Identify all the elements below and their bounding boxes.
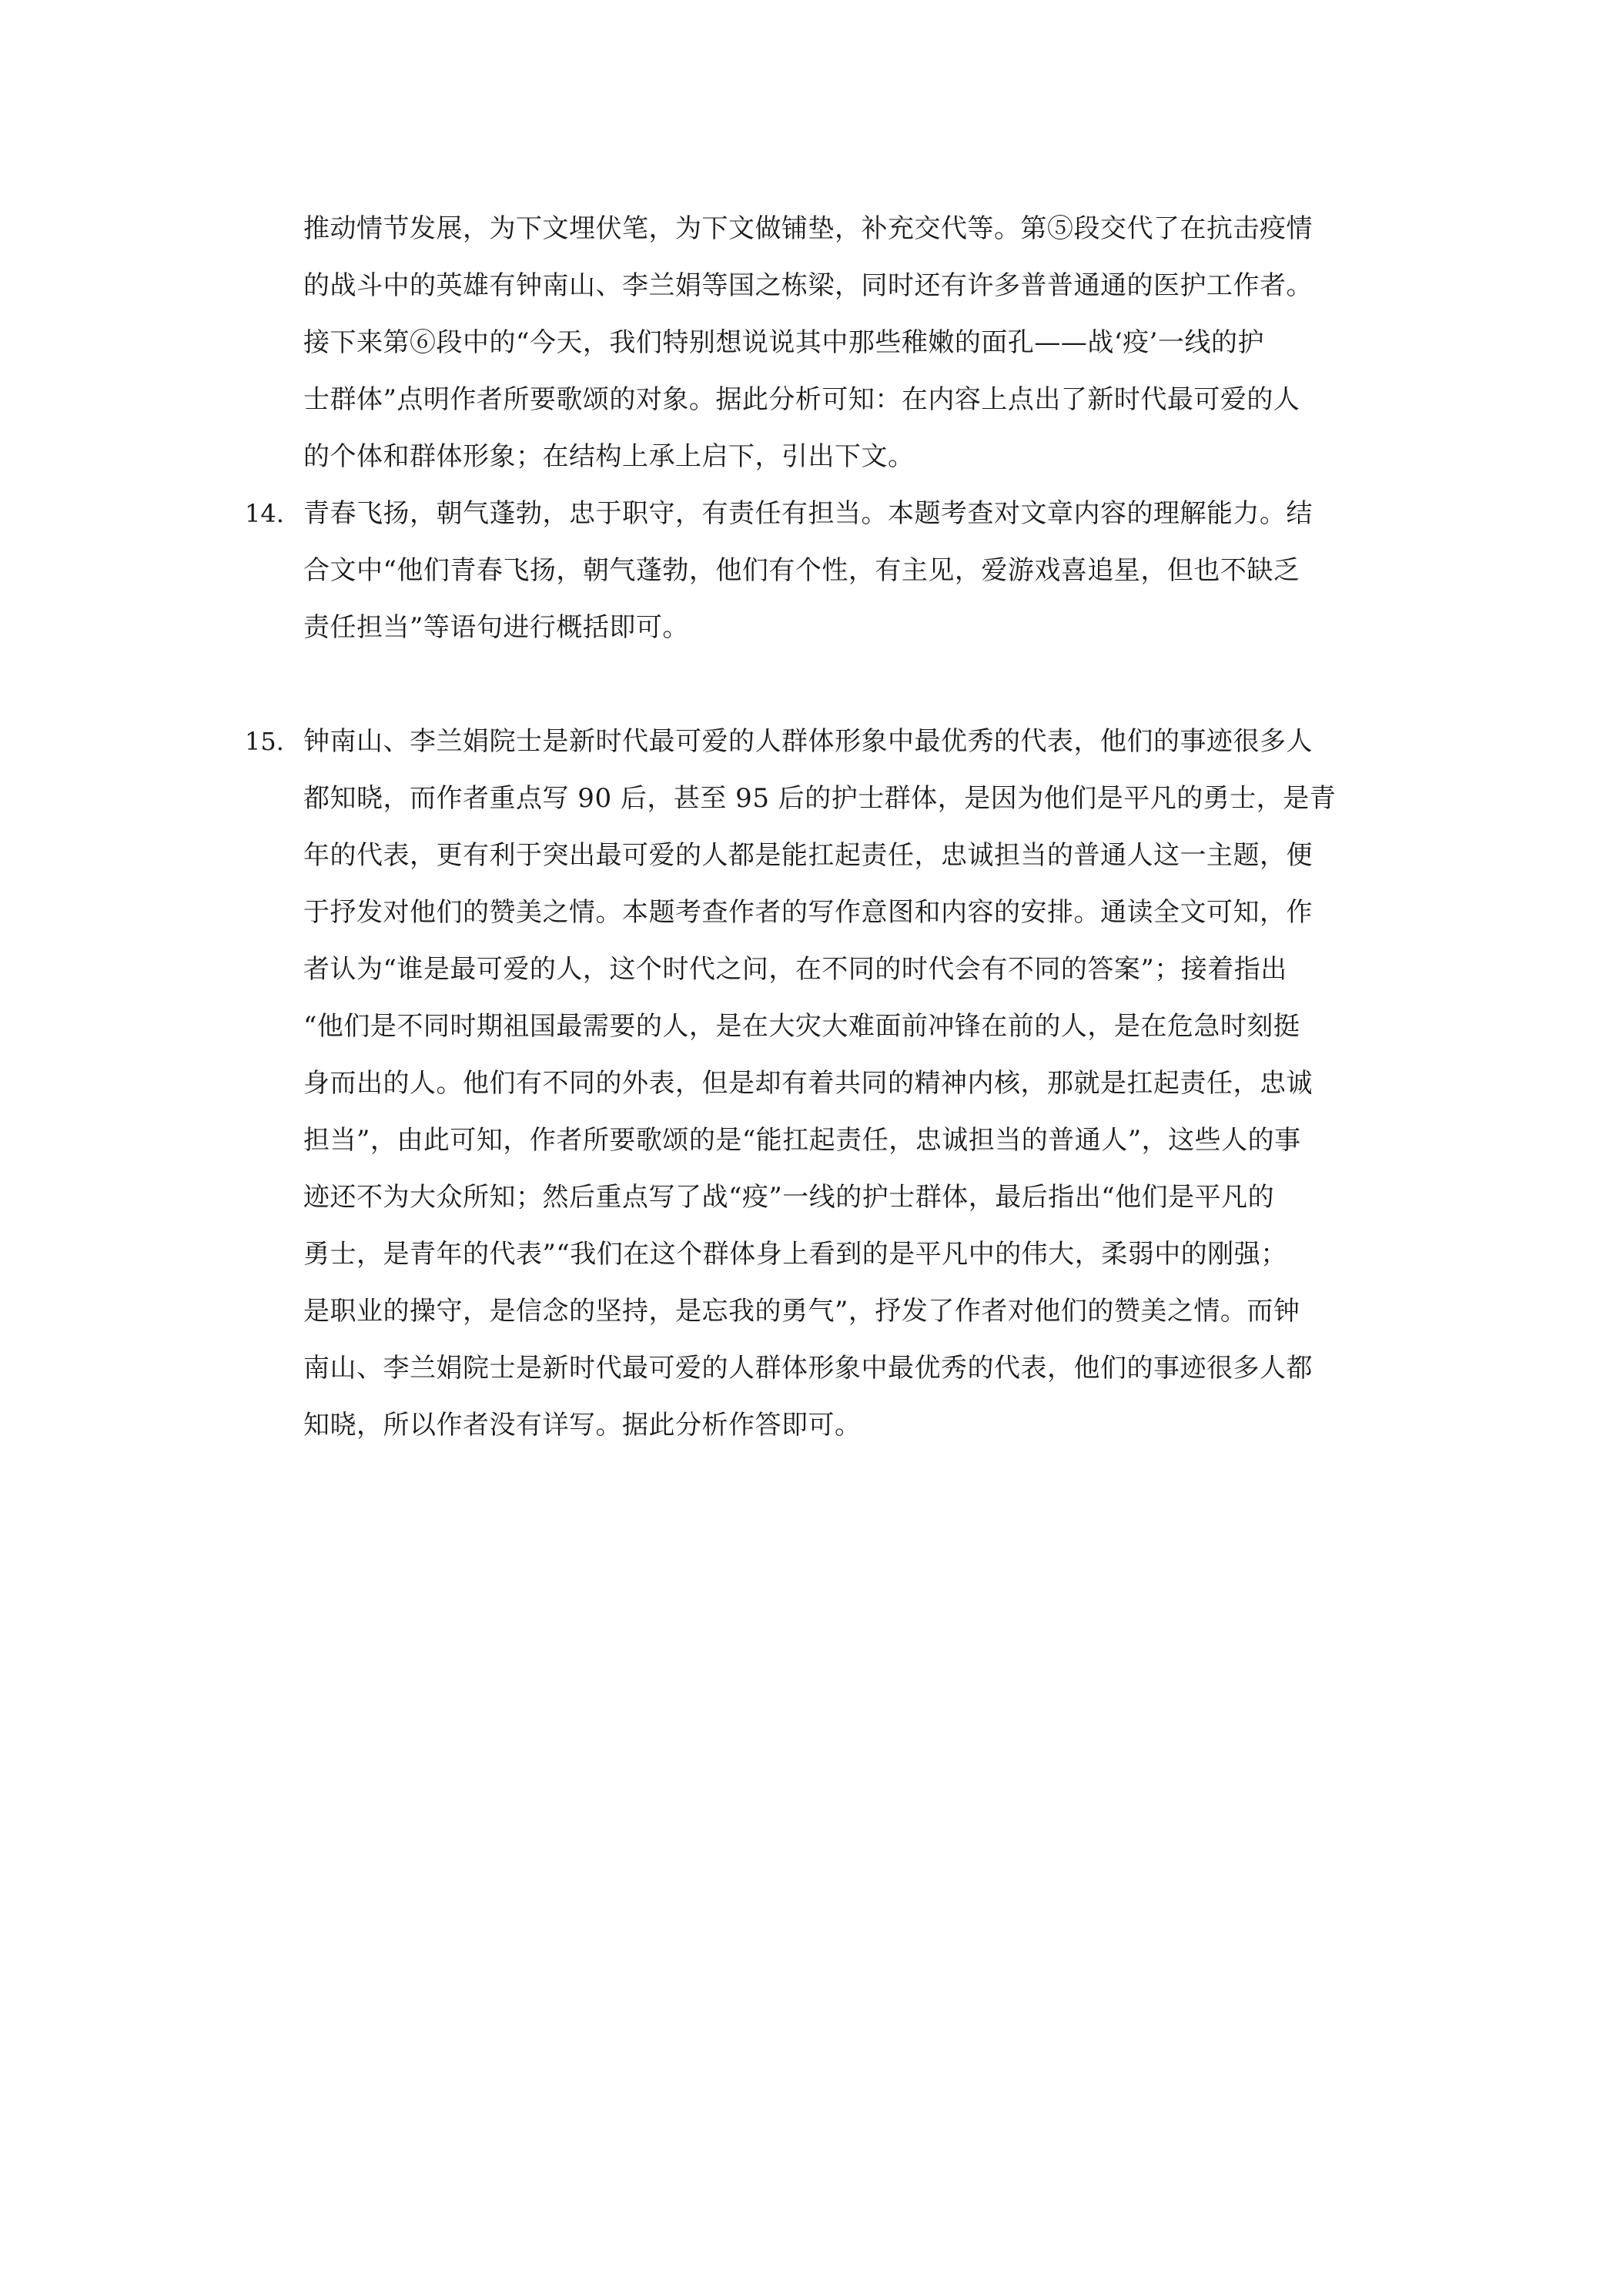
text-line: 责任担当”等语句进行概括即可。 xyxy=(303,612,689,643)
text-line: 南山、李兰娟院士是新时代最可爱的人群体形象中最优秀的代表，他们的事迹很多人都 xyxy=(303,1353,1313,1384)
answer-paragraph xyxy=(303,713,1404,1454)
text-line: 担当”，由此可知，作者所要歌颂的是“能扛起责任，忠诚担当的普通人”，这些人的事 xyxy=(303,1125,1301,1156)
text-line: 者认为“谁是最可爱的人，这个时代之问，在不同的时代会有不同的答案”；接着指出 xyxy=(303,954,1287,985)
item-number: 14. xyxy=(245,499,284,528)
text-line: 年的代表，更有利于突出最可爱的人都是能扛起责任，忠诚担当的普通人这一主题，便 xyxy=(303,840,1313,871)
continuation-paragraph xyxy=(303,200,1404,485)
text-line: 于抒发对他们的赞美之情。本题考查作者的写作意图和内容的安排。通读全文可知，作 xyxy=(303,897,1313,928)
text-line: 身而出的人。他们有不同的外表，但是却有着共同的精神内核，那就是扛起责任，忠诚 xyxy=(303,1068,1313,1099)
item-number: 15. xyxy=(245,727,284,756)
text-line: 的战斗中的英雄有钟南山、李兰娟等国之栋梁，同时还有许多普普通通的医护工作者。 xyxy=(303,270,1313,301)
text-line: 勇士，是青年的代表”“我们在这个群体身上看到的是平凡中的伟大，柔弱中的刚强； xyxy=(303,1239,1287,1270)
text-line: 接下来第⑥段中的“今天，我们特别想说说其中那些稚嫩的面孔——战‘疫’一线的护 xyxy=(303,327,1264,358)
text-line: 迹还不为大众所知；然后重点写了战“疫”一线的护士群体，最后指出“他们是平凡的 xyxy=(303,1182,1275,1213)
text-line: 都知晓，而作者重点写 90 后，甚至 95 后的护士群体，是因为他们是平凡的勇士，是青 xyxy=(303,783,1337,814)
text-line: 推动情节发展，为下文埋伏笔，为下文做铺垫，补充交代等。第⑤段交代了在抗击疫情 xyxy=(303,213,1313,244)
answer-paragraph xyxy=(303,485,1404,656)
text-line: “他们是不同时期祖国最需要的人，是在大灾大难面前冲锋在前的人，是在危急时刻挺 xyxy=(303,1011,1300,1042)
text-line: 青春飞扬，朝气蓬勃，忠于职守，有责任有担当。本题考查对文章内容的理解能力。结 xyxy=(303,498,1313,529)
text-line: 士群体”点明作者所要歌颂的对象。据此分析可知：在内容上点出了新时代最可爱的人 xyxy=(303,384,1300,415)
text-line: 合文中“他们青春飞扬，朝气蓬勃，他们有个性，有主见，爱游戏喜追星，但也不缺乏 xyxy=(303,555,1300,586)
text-line: 的个体和群体形象；在结构上承上启下，引出下文。 xyxy=(303,441,915,472)
text-line: 知晓，所以作者没有详写。据此分析作答即可。 xyxy=(303,1410,862,1441)
text-line: 钟南山、李兰娟院士是新时代最可爱的人群体形象中最优秀的代表，他们的事迹很多人 xyxy=(303,726,1313,757)
text-line: 是职业的操守，是信念的坚持，是忘我的勇气”，抒发了作者对他们的赞美之情。而钟 xyxy=(303,1296,1300,1327)
